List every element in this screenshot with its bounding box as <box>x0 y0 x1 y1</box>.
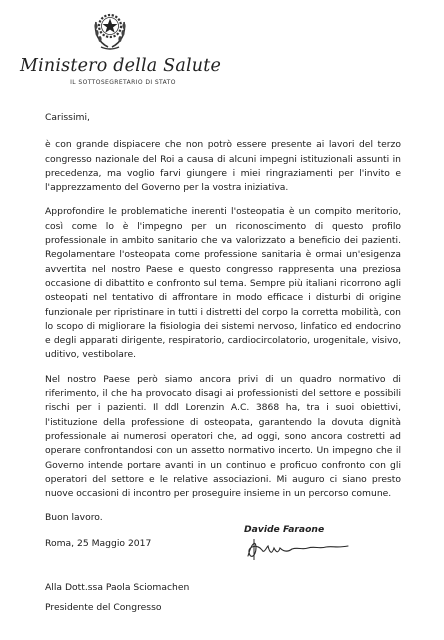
office-title: IL SOTTOSEGRETARIO DI STATO <box>70 79 176 86</box>
letterhead <box>0 6 220 86</box>
place-date: Roma, 25 Maggio 2017 <box>45 537 152 549</box>
ministry-name: Ministero della Salute <box>20 56 222 76</box>
paragraph-3: Nel nostro Paese però siamo ancora privi di un quadro normativo di riferimento, il che ha provocato disagi ai professionisti del settore e possibili rischi per i pazienti. Il ddl Lorenzin A.C. 3868 ha, tra i suoi obiettivi, l'istituzione della professione di osteopata, garantendo la dovuta dignità professionale ai numerosi operatori che, ad oggi, sono ancora costretti ad operare confrontandosi con un assetto normativo incerto. Un impegno che il Governo intende portare avanti in un continuo e proficuo confronto con gli operatori del settore e le relative associazioni. Mi auguro ci siano presto nuove occasioni di incontro per proseguire insieme in un percorso comune. <box>45 373 401 500</box>
recipient-name: Alla Dott.ssa Paola Sciomachen <box>45 582 190 593</box>
paragraph-2: Approfondire le problematiche inerenti l'osteopatia è un compito meritorio, così come lo è l'impegno per un riconoscimento di questo profilo professionale in ambito sanitario che va valorizzato a beneficio dei pazienti. Regolamentare l'osteopata come professione sanitaria è ormai un'esigenza avvertita nel nostro Paese e questo congresso rappresenta una preziosa occasione di dibattito e confronto sul tema. Sempre più italiani ricorrono agli osteopati nel tentativo di affrontare in modo efficace i disturbi di origine funzionale per ripristinare in tutti i distretti del corpo la corretta mobilità, con lo scopo di migliorare la fisiologia dei sistemi nervoso, linfatico ed endocrino e degli apparati dirigente, respiratorio, cardiocircolatorio, urogenitale, visivo, uditivo, vestibolare. <box>45 206 401 361</box>
italian-republic-emblem-icon <box>89 6 131 52</box>
closing: Buon lavoro. <box>45 512 103 524</box>
recipient-role: Presidente del Congresso <box>45 602 162 613</box>
paragraph-1: è con grande dispiacere che non potrò essere presente ai lavori del terzo congresso nazionale del Roi a causa di alcuni impegni istituzionali assunti in precedenza, ma voglio farvi giungere i miei ringraziamenti per l'invito e l'apprezzamento del Governo per la vostra iniziativa. <box>45 139 401 194</box>
salutation: Carissimi, <box>45 112 90 123</box>
signature-block <box>244 524 364 562</box>
recipient-block <box>45 581 189 615</box>
handwritten-signature <box>244 536 354 562</box>
signatory-name: Davide Faraone <box>244 524 325 535</box>
letter-body <box>45 111 401 551</box>
